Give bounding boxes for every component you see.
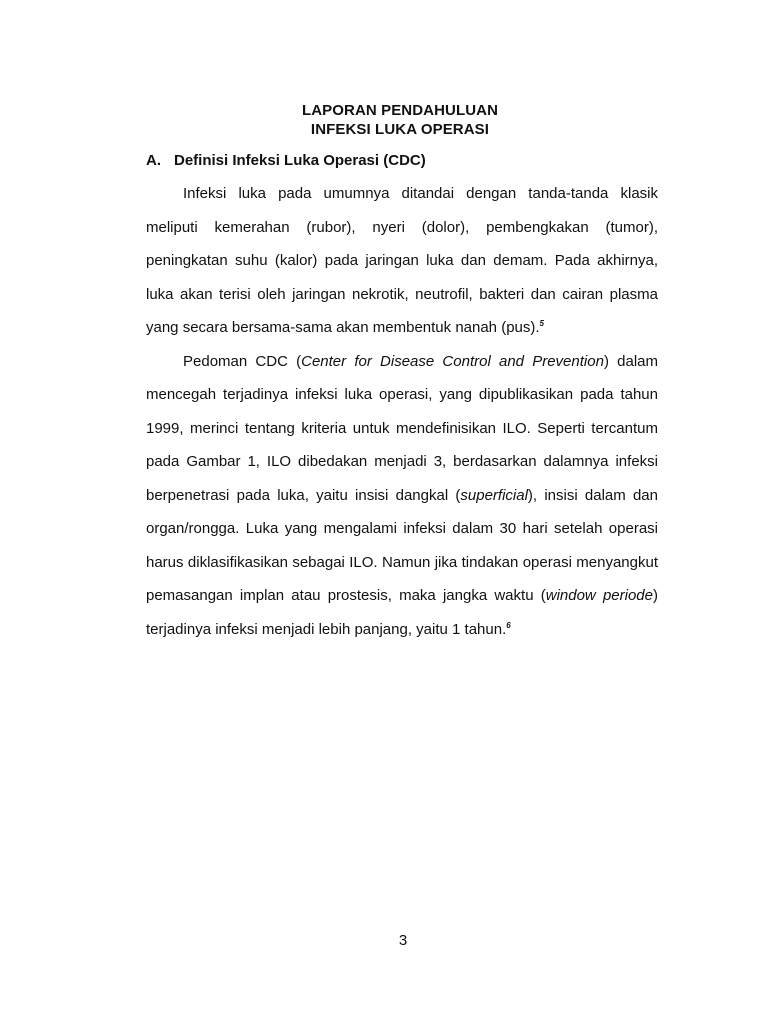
document-title-line-2: INFEKSI LUKA OPERASI — [310, 121, 490, 138]
paragraph-1 — [146, 177, 658, 345]
paragraph-2-text-1: Pedoman CDC ( — [183, 352, 302, 370]
document-body — [146, 177, 658, 646]
paragraph-2-text-3: ), insisi dalam dan organ/rongga. Luka yang mengalami infeksi dalam 30 hari setelah operasi harus diklasifikasikan sebagai ILO. Namun jika tindakan operasi menyangkut pemasangan implan atau prostesis, maka jangka waktu ( — [146, 486, 658, 604]
page-number: 3 — [398, 932, 408, 949]
paragraph-2-text-2: ) dalam mencegah terjadinya infeksi luka operasi, yang dipublikasikan pada tahun 1999, merinci tentang kriteria untuk mendefinisikan ILO. Seperti tercantum pada Gambar 1, ILO dibedakan menjadi 3, berdasarkan dalamnya infeksi berpenetrasi pada luka, yaitu insisi dangkal ( — [146, 352, 658, 504]
paragraph-2 — [146, 345, 658, 647]
reference-6: 6 — [506, 620, 511, 630]
reference-5: 5 — [539, 319, 544, 328]
section-heading — [146, 152, 426, 169]
paragraph-2-italic-1: Center for Disease Control and Prevention — [301, 352, 604, 370]
paragraph-2-italic-2: superficial — [460, 486, 528, 504]
section-heading-text: Definisi Infeksi Luka Operasi (CDC) — [174, 152, 426, 169]
section-number: A. — [146, 152, 161, 169]
document-title-line-1: LAPORAN PENDAHULUAN — [301, 102, 499, 119]
paragraph-2-italic-3: window periode — [545, 587, 653, 604]
paragraph-1-text: Infeksi luka pada umumnya ditandai dengan tanda-tanda klasik meliputi kemerahan (rubor), nyeri (dolor), pembengkakan (tumor), peningkatan suhu (kalor) pada jaringan luka dan demam. Pada akhirnya, luka akan terisi oleh jaringan nekrotik, neutrofil, bakteri dan cairan plasma yang secara bersama-sama akan membentuk nanah (pus). — [146, 185, 658, 336]
paragraph-2-text-4: ) terjadinya infeksi menjadi lebih panjang, yaitu 1 tahun. — [146, 587, 658, 638]
